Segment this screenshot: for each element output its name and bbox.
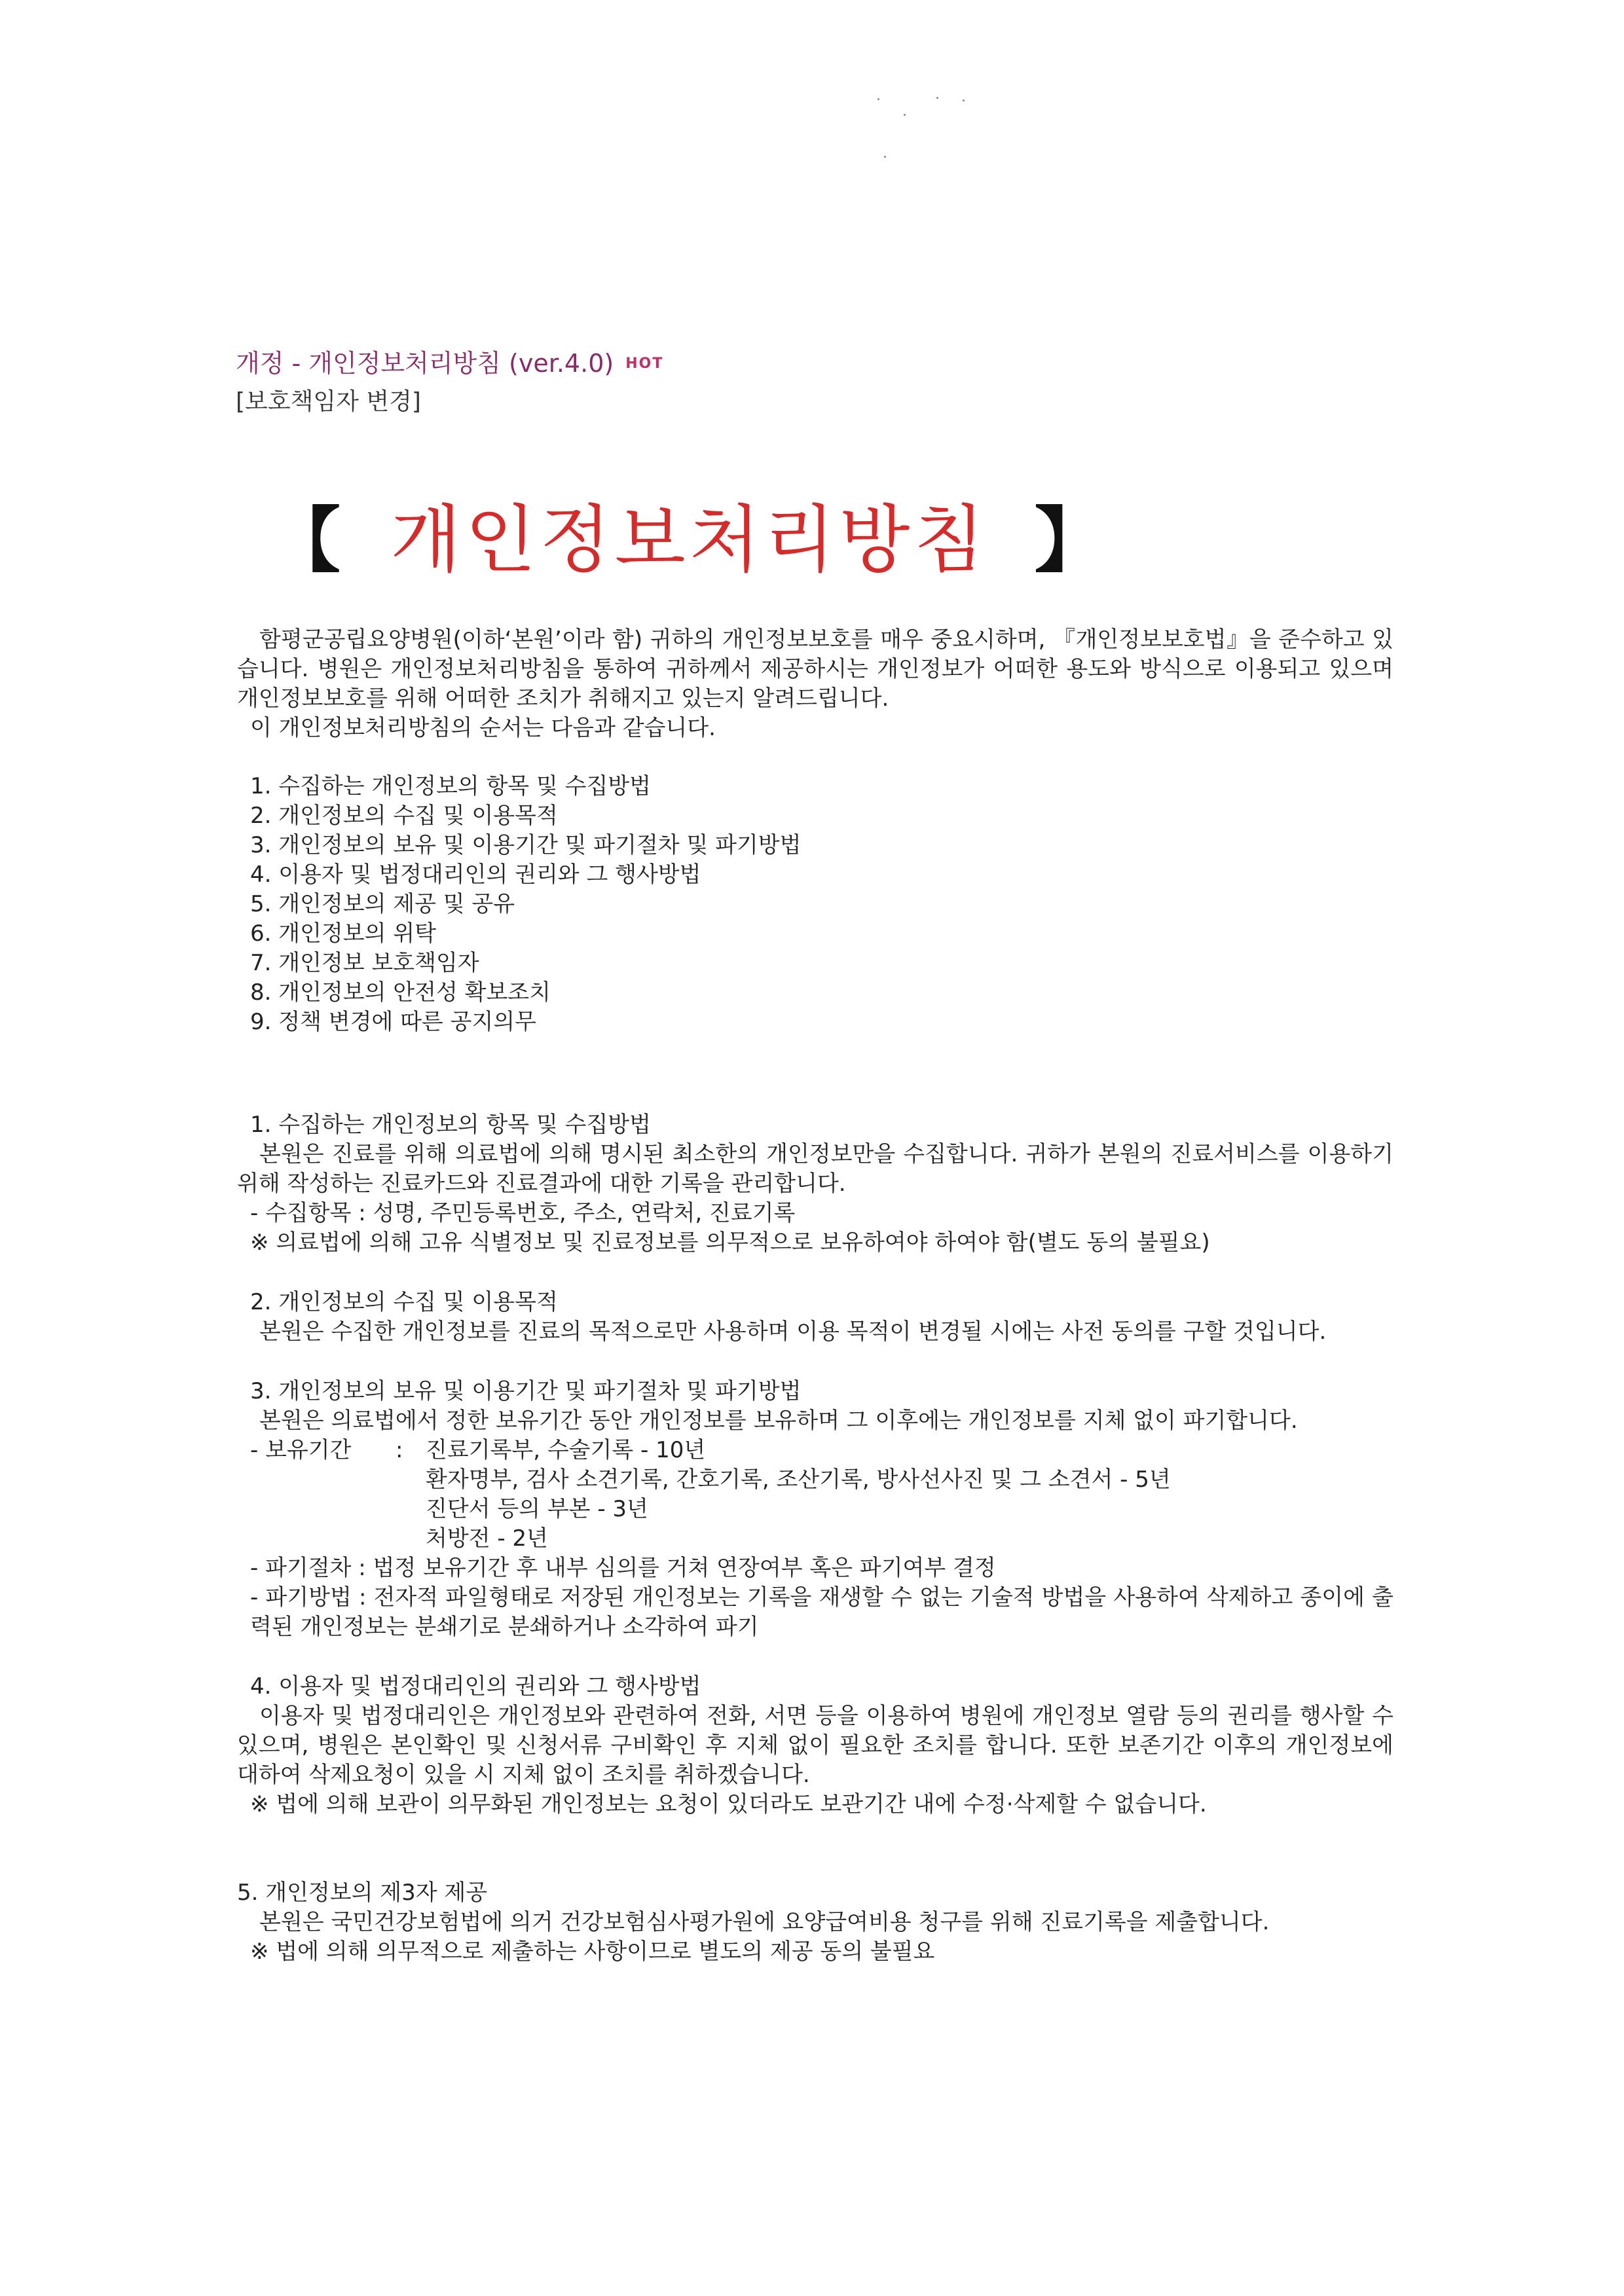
section-2-body: 본원은 수집한 개인정보를 진료의 목적으로만 사용하며 이용 목적이 변경될 시에는 사전 동의를 구할 것입니다. [259,1319,1327,1345]
section-1-body: 본원은 진료를 위해 의료법에 의해 명시된 최소한의 개인정보만을 수집합니다. 귀하가 본원의 진료서비스를 이용하기 위해 작성하는 진료카드와 진료결과에 대한 기록을 관리합니다. [237,1141,1393,1197]
section-5 [237,1878,1393,1967]
retention-separator: : [396,1437,403,1463]
section-3-body: 본원은 의료법에서 정한 보유기간 동안 개인정보를 보유하며 그 이후에는 개인정보를 지체 없이 파기합니다. [259,1408,1298,1434]
section-3-heading: 3. 개인정보의 보유 및 이용기간 및 파기절차 및 파기방법 [250,1378,802,1404]
section-1-note: ※ 의료법에 의해 고유 식별정보 및 진료정보를 의무적으로 보유하여야 하여야 함(별도 동의 불필요) [250,1230,1210,1256]
hot-badge: HOT [625,355,664,372]
retention-label: - 보유기간 [250,1437,352,1463]
document-body [237,625,1393,1967]
section-5-heading: 5. 개인정보의 제3자 제공 [237,1880,488,1906]
section-1 [237,1110,1393,1258]
toc-item: 9. 정책 변경에 따른 공지의무 [250,1009,536,1035]
toc-item: 5. 개인정보의 제공 및 공유 [250,891,515,917]
revision-title-line [236,346,1153,382]
destruction-method: - 파기방법 : 전자적 파일형태로 저장된 개인정보는 기록을 재생할 수 없는 기술적 방법을 사용하여 삭제하고 종이에 출력된 개인정보는 분쇄기로 분쇄하거나 소각하여 파기 [250,1584,1393,1640]
title-open-bracket: 【 [270,500,345,582]
page-title [270,484,1121,596]
section-4-heading: 4. 이용자 및 법정대리인의 권리와 그 행사방법 [250,1673,701,1700]
toc-item: 1. 수집하는 개인정보의 항목 및 수집방법 [250,773,651,799]
toc-item: 3. 개인정보의 보유 및 이용기간 및 파기절차 및 파기방법 [250,832,802,858]
retention-items [426,1436,1393,1554]
section-4-body: 이용자 및 법정대리인은 개인정보와 관련하여 전화, 서면 등을 이용하여 병원에 개인정보 열람 등의 권리를 행사할 수 있으며, 병원은 본인확인 및 신청서류 구비확인 후 지체 없이 필요한 조치를 합니다. 또한 보존기간 이후의 개인정보에 대하여 삭제요청이 있을 시 지체 없이 조치를 취하겠습니다. [237,1703,1393,1788]
toc-item: 8. 개인정보의 안전성 확보조치 [250,979,551,1006]
intro-order-line: 이 개인정보처리방침의 순서는 다음과 같습니다. [250,715,716,741]
section-4-note: ※ 법에 의해 보관이 의무화된 개인정보는 요청이 있더라도 보관기간 내에 수정·삭제할 수 없습니다. [250,1791,1207,1817]
destruction-procedure: - 파기절차 : 법정 보유기간 후 내부 심의를 거쳐 연장여부 혹은 파기여부 결정 [250,1555,996,1581]
retention-period [237,1436,1393,1554]
retention-item: 처방전 - 2년 [426,1525,548,1552]
section-2-heading: 2. 개인정보의 수집 및 이용목적 [250,1289,558,1315]
toc-item: 2. 개인정보의 수집 및 이용목적 [250,803,558,829]
section-2 [237,1288,1393,1347]
toc-item: 6. 개인정보의 위탁 [250,920,436,947]
intro-paragraph: 함평군공립요양병원(이하‘본원’이라 함) 귀하의 개인정보보호를 매우 중요시하며, 『개인정보보호법』을 준수하고 있습니다. 병원은 개인정보처리방침을 통하여 귀하께서 제공하시는 개인정보가 어떠한 용도와 방식으로 이용되고 있으며 개인정보보호를 위해 어떠한 조치가 취해지고 있는지 알려드립니다. [237,627,1393,712]
retention-item: 진단서 등의 부본 - 3년 [426,1496,648,1522]
revision-subtitle: [보호책임자 변경] [236,388,421,415]
retention-item: 환자명부, 검사 소견기록, 간호기록, 조산기록, 방사선사진 및 그 소견서 - 5년 [426,1467,1171,1493]
scan-artifacts [864,92,995,170]
section-4 [237,1672,1393,1819]
section-5-body: 본원은 국민건강보험법에 의거 건강보험심사평가원에 요양급여비용 청구를 위해 진료기록을 제출합니다. [259,1909,1270,1935]
toc-item: 4. 이용자 및 법정대리인의 권리와 그 행사방법 [250,862,701,888]
revision-header [236,346,1153,420]
section-3 [237,1377,1393,1642]
section-5-note: ※ 법에 의해 의무적으로 제출하는 사항이므로 별도의 제공 동의 불필요 [250,1939,935,1965]
toc-item: 7. 개인정보 보호책임자 [250,950,479,976]
section-1-items: - 수집항목 : 성명, 주민등록번호, 주소, 연락처, 진료기록 [250,1200,796,1226]
section-1-heading: 1. 수집하는 개인정보의 항목 및 수집방법 [250,1112,651,1138]
retention-item: 진료기록부, 수술기록 - 10년 [426,1437,706,1463]
title-text: 개인정보처리방침 [390,498,989,583]
revision-title: 개정 - 개인정보처리방침 (ver.4.0) [236,349,614,378]
table-of-contents [237,772,1393,1037]
title-close-bracket: 】 [1034,500,1109,582]
